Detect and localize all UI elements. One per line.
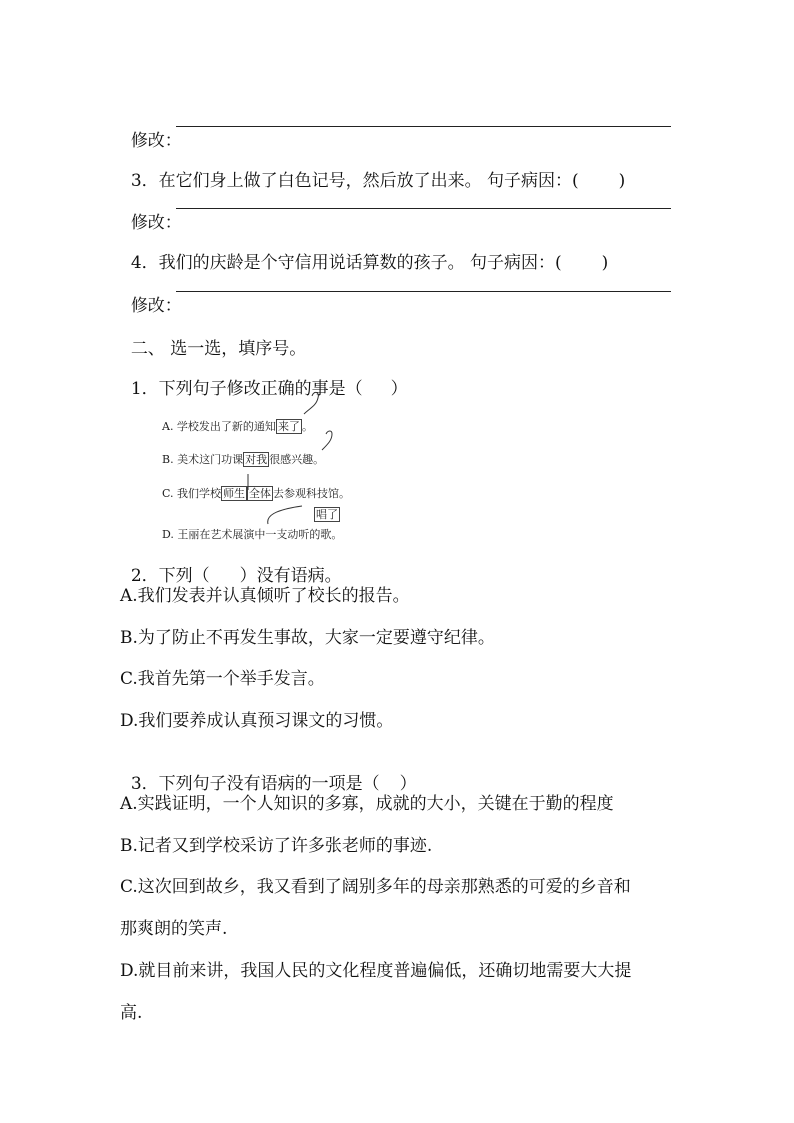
revise-line-1 [120, 108, 182, 152]
q3-option-c-text-2: 那爽朗的笑声. [120, 919, 228, 939]
q3-option-c-text-1: C.这次回到故乡，我又看到了阔别多年的母亲那熟悉的可爱的乡音和 [120, 877, 631, 897]
option-b-text: B. 美术这门功课 [162, 453, 244, 466]
q2-option-b [120, 627, 495, 649]
revise-line-2 [120, 190, 182, 234]
question-3-line [120, 148, 625, 192]
option-d-insert-box: 唱了 [316, 508, 338, 521]
revise-label: 修改： [130, 213, 182, 233]
mc-question-2-end: ）没有语病。 [239, 566, 342, 586]
q2-option-c-text: C.我首先第一个举手发言。 [120, 669, 325, 689]
option-a-end: 。 [301, 420, 313, 433]
q2-option-c [120, 668, 325, 690]
q2-option-d [120, 710, 393, 732]
answer-blank-2[interactable] [176, 208, 671, 209]
revise-line-3 [120, 273, 182, 317]
q2-option-b-text: B.为了防止不再发生事故，大家一定要遵守纪律。 [120, 628, 495, 648]
option-b-box: 对我 [245, 453, 268, 466]
section-2-heading [120, 316, 306, 360]
option-c-box-1: 师生 [223, 487, 246, 500]
paren-close: ） [399, 774, 417, 794]
q3-option-d-text-2: 高. [120, 1003, 143, 1023]
insert-mark-d [268, 506, 302, 524]
q3-option-b [120, 835, 432, 857]
option-b-end: 很感兴趣。 [269, 453, 325, 466]
revise-label: 修改： [130, 131, 182, 151]
q2-option-a [120, 585, 410, 607]
question-3-text: 3．在它们身上做了白色记号，然后放了出来。 句子病因：( [130, 171, 579, 191]
q3-option-c-line-2 [120, 918, 227, 940]
question-4-text: 4．我们的庆龄是个守信用说话算数的孩子。 句子病因：( [130, 253, 562, 273]
answer-blank-3[interactable] [176, 291, 671, 292]
q3-option-a [120, 793, 614, 815]
mc-question-3-text: 3．下列句子没有语病的一项是（ [130, 774, 380, 794]
paren-close: ) [601, 253, 609, 273]
q2-option-d-text: D.我们要养成认真预习课文的习惯。 [120, 711, 394, 731]
q3-option-a-text: A.实践证明，一个人知识的多寡，成就的大小，关键在于勤的程度 [120, 794, 614, 814]
delete-mark-a [304, 392, 318, 414]
q3-option-d-line-1 [120, 960, 631, 982]
proofreading-marks [148, 394, 368, 534]
mc-question-2 [120, 543, 342, 587]
delete-mark-b [322, 431, 332, 450]
q3-option-c-line-1 [120, 876, 631, 898]
mc-question-3 [120, 751, 417, 795]
option-c-text: C. 我们学校 [162, 487, 222, 500]
option-a-box: 来了 [277, 420, 300, 433]
option-d-text: D. 王丽在艺术展演中 [162, 528, 266, 541]
q2-option-a-text: A.我们发表并认真倾听了校长的报告。 [120, 586, 410, 606]
question-4-line [120, 230, 608, 274]
options-figure [148, 394, 368, 541]
option-c-box-2: 全体 [249, 487, 272, 500]
section-2-title: 二、 选一选，填序号。 [130, 339, 307, 359]
answer-blank-1[interactable] [176, 126, 671, 127]
paren-close: ) [618, 171, 626, 191]
option-a-text: A. 学校发出了新的通知 [162, 420, 276, 433]
option-d-end: 一支动听的歌。 [265, 528, 343, 541]
paren-close: ） [390, 379, 408, 399]
mc-question-1-text: 1．下列句子修改正确的事是（ [130, 379, 363, 399]
q3-option-b-text: B.记者又到学校采访了许多张老师的事迹. [120, 836, 433, 856]
revise-label: 修改： [130, 296, 182, 316]
q3-option-d-line-2 [120, 1002, 142, 1024]
option-c-end: 去参观科技馆。 [273, 487, 351, 500]
q3-option-d-text-1: D.就目前来讲，我国人民的文化程度普遍偏低，还确切地需要大大提 [120, 961, 632, 981]
mc-question-2-text: 2．下列（ [130, 566, 210, 586]
